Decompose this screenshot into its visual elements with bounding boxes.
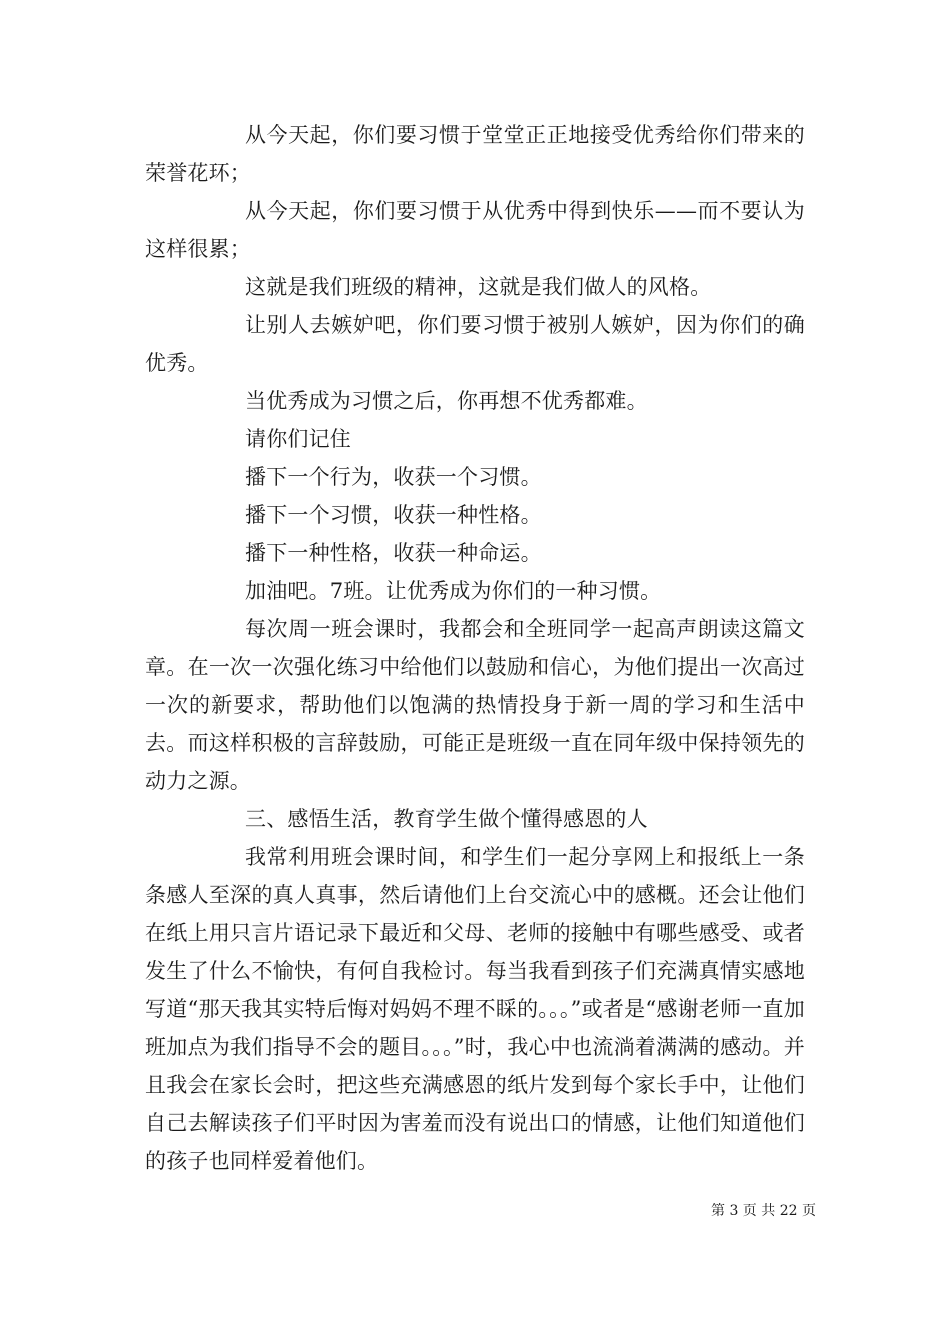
paragraph-1: 从今天起，你们要习惯于堂堂正正地接受优秀给你们带来的荣誉花环； [145,123,805,185]
paragraph-2: 从今天起，你们要习惯于从优秀中得到快乐——而不要认为这样很累； [145,199,805,261]
page-number-footer: 第 3 页 共 22 页 [711,1203,816,1219]
paragraph-13: 我常利用班会课时间，和学生们一起分享网上和报纸上一条条感人至深的真人真事，然后请他们上台交流心中的感概。还会让他们在纸上用只言片语记录下最近和父母、老师的接触中有哪些感受、或者发生了什么不愉快，有何自我检讨。每当我看到孩子们充满真情实感地写道“那天我其实特后悔对妈妈不理不睬的。。。”或者是“感谢老师一直加班加点为我们指导不会的题目。。。”时，我心中也流淌着满满的感动。并且我会在家长会时，把这些充满感恩的纸片发到每个家长手中，让他们自己去解读孩子们平时因为害羞而没有说出口的情感，让他们知道他们的孩子也同样爱着他们。 [145,845,805,1173]
paragraph-10: 加油吧。7班。让优秀成为你们的一种习惯。 [245,579,662,603]
paragraph-4: 让别人去嫉妒吧，你们要习惯于被别人嫉妒，因为你们的确优秀。 [145,313,805,375]
paragraph-5: 当优秀成为习惯之后，你再想不优秀都难。 [245,389,648,413]
paragraph-11: 每次周一班会课时，我都会和全班同学一起高声朗读这篇文章。在一次一次强化练习中给他们以鼓励和信心，为他们提出一次高过一次的新要求，帮助他们以饱满的热情投身于新一周的学习和生活中去。而这样积极的言辞鼓励，可能正是班级一直在同年级中保持领先的动力之源。 [145,617,805,793]
paragraph-8: 播下一个习惯，收获一种性格。 [245,503,542,527]
section-heading: 三、感悟生活，教育学生做个懂得感恩的人 [245,807,648,831]
paragraph-3: 这就是我们班级的精神，这就是我们做人的风格。 [245,275,712,299]
paragraph-6: 请你们记住 [245,427,351,451]
paragraph-7: 播下一个行为，收获一个习惯。 [245,465,542,489]
body-text [145,116,805,1180]
paragraph-9: 播下一种性格，收获一种命运。 [245,541,542,565]
